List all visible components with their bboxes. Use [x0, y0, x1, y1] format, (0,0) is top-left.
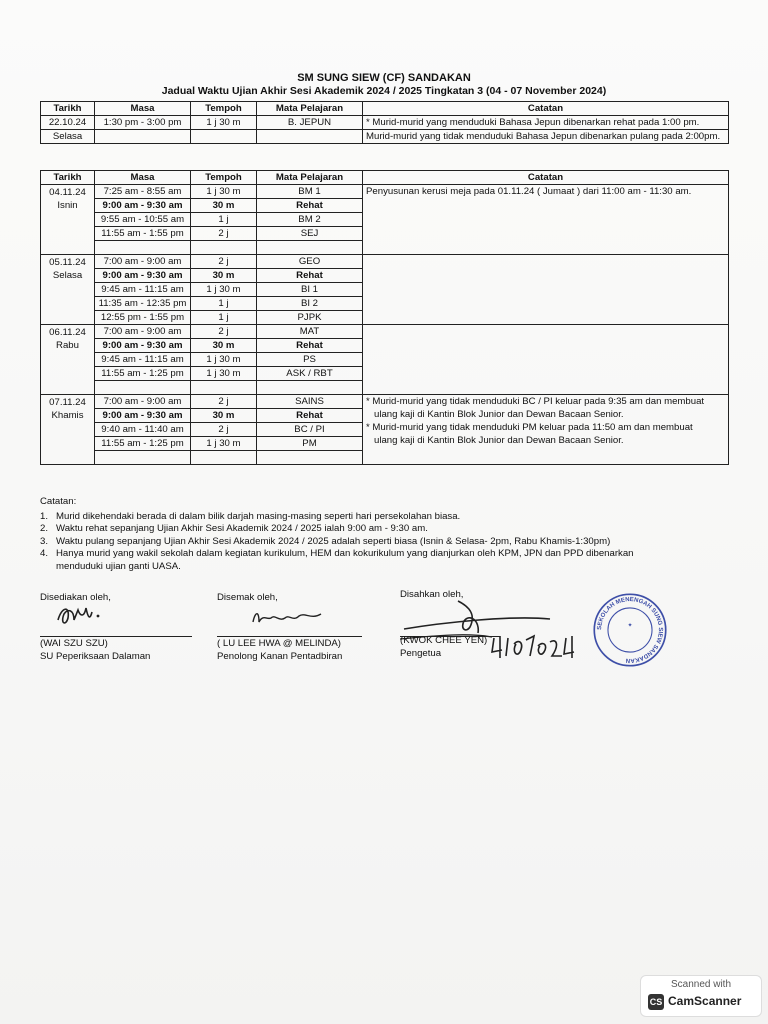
duration-cell: 1 j — [191, 297, 257, 311]
note-item — [40, 548, 666, 573]
note-text: Waktu pulang sepanjang Ujian Akhir Sesi Akademik 2024 / 2025 adalah seperti biasa (Isnin & Selasa- 2pm, Rabu Khamis-1:30pm) — [56, 535, 611, 547]
subject-cell: B. JEPUN — [257, 116, 363, 130]
subject-cell: BI 2 — [257, 297, 363, 311]
note-cell: Penyusunan kerusi meja pada 01.11.24 ( Jumaat ) dari 11:00 am - 11:30 am. — [363, 185, 729, 255]
subject-cell: PM — [257, 437, 363, 451]
notes-heading: Catatan: — [40, 496, 77, 507]
note-line: * Murid-murid yang tidak menduduki PM keluar pada 11:50 am dan membuat — [366, 422, 693, 433]
table-row — [41, 130, 729, 144]
signatory-position: Pengetua — [400, 648, 442, 659]
date-cell: 22.10.24 — [41, 116, 95, 130]
col-mata-pelajaran: Mata Pelajaran — [257, 102, 363, 116]
time-cell: 11:55 am - 1:25 pm — [95, 437, 191, 451]
col-mata-pelajaran: Mata Pelajaran — [257, 171, 363, 185]
note-cell: * Murid-murid yang menduduki Bahasa Jepun dibenarkan rehat pada 1:00 pm. — [363, 116, 729, 130]
subject-cell: Rehat — [257, 269, 363, 283]
camscanner-brand: CamScanner — [668, 994, 742, 1008]
camscanner-logo-icon: CS — [648, 994, 664, 1010]
note-number: 1. — [40, 510, 49, 522]
subject-cell: BM 2 — [257, 213, 363, 227]
duration-cell: 2 j — [191, 423, 257, 437]
signatory-name: (WAI SZU SZU) — [40, 638, 108, 649]
subject-cell: BI 1 — [257, 283, 363, 297]
day-cell: Selasa — [41, 130, 95, 144]
table-header-row — [41, 102, 729, 116]
time-cell: 7:00 am - 9:00 am — [95, 325, 191, 339]
note-number: 2. — [40, 523, 49, 534]
subject-cell: MAT — [257, 325, 363, 339]
note-cell — [363, 325, 729, 395]
col-masa: Masa — [95, 102, 191, 116]
table-row — [41, 325, 729, 339]
col-tarikh: Tarikh — [41, 102, 95, 116]
duration-cell: 1 j 30 m — [191, 185, 257, 199]
time-cell: 11:55 am - 1:55 pm — [95, 227, 191, 241]
time-cell: 9:00 am - 9:30 am — [95, 269, 191, 283]
subject-cell: BC / PI — [257, 423, 363, 437]
date-day-cell — [41, 255, 95, 325]
date-text: 07.11.24 — [49, 397, 86, 408]
table-header-row — [41, 171, 729, 185]
note-item — [40, 523, 730, 536]
subject-cell: Rehat — [257, 199, 363, 213]
col-masa: Masa — [95, 171, 191, 185]
time-cell: 9:00 am - 9:30 am — [95, 409, 191, 423]
note-number: 3. — [40, 535, 49, 547]
date-text: 04.11.24 — [49, 187, 86, 198]
subject-cell: BM 1 — [257, 185, 363, 199]
duration-cell: 2 j — [191, 325, 257, 339]
notes-section — [40, 496, 730, 573]
stamp-text: SEKOLAH MENENGAH SUNG SIEW SANDAKAN — [596, 596, 664, 664]
subject-cell: ASK / RBT — [257, 367, 363, 381]
col-tarikh: Tarikh — [41, 171, 95, 185]
duration-cell: 1 j 30 m — [191, 437, 257, 451]
stamp-inner-mark: ✦ — [627, 621, 633, 629]
time-cell: 11:55 am - 1:25 pm — [95, 367, 191, 381]
note-line: * Murid-murid yang tidak menduduki BC / PI keluar pada 9:35 am dan membuat — [366, 396, 705, 407]
date-day-cell — [41, 325, 95, 395]
time-cell: 7:25 am - 8:55 am — [95, 185, 191, 199]
note-text: Waktu rehat sepanjang Ujian Akhir Sesi Akademik 2024 / 2025 ialah 9:00 am - 9:30 am. — [56, 523, 428, 534]
note-number: 4. — [40, 548, 49, 559]
note-cell: Murid-murid yang tidak menduduki Bahasa Jepun dibenarkan pulang pada 2:00pm. — [363, 130, 729, 144]
day-text: Selasa — [52, 270, 83, 281]
time-cell: 12:55 pm - 1:55 pm — [95, 311, 191, 325]
time-cell: 9:40 am - 11:40 am — [95, 423, 191, 437]
subject-cell: PS — [257, 353, 363, 367]
subject-cell: Rehat — [257, 409, 363, 423]
svg-text:SEKOLAH MENENGAH SUNG SIEW SAN — [596, 596, 664, 664]
col-tempoh: Tempoh — [191, 102, 257, 116]
time-cell: 7:00 am - 9:00 am — [95, 255, 191, 269]
camscanner-watermark — [640, 975, 762, 1017]
signatory-name: ( LU LEE HWA @ MELINDA) — [217, 638, 341, 649]
date-day-cell — [41, 185, 95, 255]
school-stamp — [592, 592, 668, 668]
subject-cell: PJPK — [257, 311, 363, 325]
col-tempoh: Tempoh — [191, 171, 257, 185]
signature-block-prepared — [40, 592, 200, 664]
duration-cell: 30 m — [191, 339, 257, 353]
day-text: Isnin — [57, 200, 78, 211]
duration-cell: 1 j 30 m — [191, 116, 257, 130]
note-text: Hanya murid yang wakil sekolah dalam kegiatan kurikulum, HEM dan kokurikulum yang dianjurkan oleh KPM, JPN dan PPD dibenarkan menduduki ujian ganti UASA. — [56, 548, 634, 572]
note-item — [40, 511, 730, 524]
time-cell: 9:00 am - 9:30 am — [95, 339, 191, 353]
note-line: ulang kaji di Kantin Blok Junior dan Dewan Bacaan Senior. — [374, 435, 624, 446]
signature-block-checked — [217, 592, 377, 664]
col-catatan: Catatan — [363, 171, 729, 185]
duration-cell: 30 m — [191, 199, 257, 213]
duration-cell: 1 j 30 m — [191, 353, 257, 367]
note-item — [40, 536, 730, 549]
subject-cell: GEO — [257, 255, 363, 269]
duration-cell: 2 j — [191, 227, 257, 241]
japanese-exam-table — [40, 101, 729, 144]
date-text: 05.11.24 — [49, 257, 86, 268]
signature-line — [217, 636, 362, 637]
time-cell: 7:00 am - 9:00 am — [95, 395, 191, 409]
duration-cell: 30 m — [191, 409, 257, 423]
date-day-cell — [41, 395, 95, 465]
time-cell: 1:30 pm - 3:00 pm — [95, 116, 191, 130]
signatory-position: SU Peperiksaan Dalaman — [40, 651, 151, 662]
signature-label: Disemak oleh, — [217, 592, 278, 603]
day-text: Khamis — [51, 410, 84, 421]
subject-cell: SEJ — [257, 227, 363, 241]
exam-schedule-table — [40, 170, 729, 465]
note-cell — [363, 395, 729, 465]
duration-cell: 1 j 30 m — [191, 283, 257, 297]
table-row — [41, 255, 729, 269]
school-title: SM SUNG SIEW (CF) SANDAKAN — [297, 72, 471, 84]
handwritten-signature — [54, 600, 114, 628]
time-cell: 11:35 am - 12:35 pm — [95, 297, 191, 311]
duration-cell: 2 j — [191, 395, 257, 409]
date-text: 06.11.24 — [49, 327, 86, 338]
signature-label: Disahkan oleh, — [400, 589, 464, 600]
schedule-subtitle: Jadual Waktu Ujian Akhir Sesi Akademik 2024 / 2025 Tingkatan 3 (04 - 07 November 2024) — [161, 85, 607, 97]
note-cell — [363, 255, 729, 325]
day-text: Rabu — [56, 340, 79, 351]
scanned-with-text: Scanned with — [670, 979, 732, 990]
handwritten-date — [490, 632, 580, 662]
subject-cell: Rehat — [257, 339, 363, 353]
table-row — [41, 185, 729, 199]
note-text: Murid dikehendaki berada di dalam bilik darjah masing-masing seperti hari persekolahan biasa. — [56, 510, 461, 522]
table-row — [41, 116, 729, 130]
table-row — [41, 395, 729, 409]
signatory-name: (KWOK CHEE YEN) — [400, 635, 488, 646]
subject-cell: SAINS — [257, 395, 363, 409]
signature-label: Disediakan oleh, — [40, 592, 111, 603]
time-cell: 9:45 am - 11:15 am — [95, 283, 191, 297]
time-cell: 9:45 am - 11:15 am — [95, 353, 191, 367]
duration-cell: 1 j — [191, 213, 257, 227]
time-cell: 9:00 am - 9:30 am — [95, 199, 191, 213]
col-catatan: Catatan — [363, 102, 729, 116]
duration-cell: 1 j 30 m — [191, 367, 257, 381]
signatory-position: Penolong Kanan Pentadbiran — [217, 651, 343, 662]
duration-cell: 30 m — [191, 269, 257, 283]
signature-line — [40, 636, 192, 637]
time-cell: 9:55 am - 10:55 am — [95, 213, 191, 227]
handwritten-signature — [249, 604, 329, 630]
note-line: ulang kaji di Kantin Blok Junior dan Dewan Bacaan Senior. — [374, 409, 624, 420]
duration-cell: 1 j — [191, 311, 257, 325]
duration-cell: 2 j — [191, 255, 257, 269]
